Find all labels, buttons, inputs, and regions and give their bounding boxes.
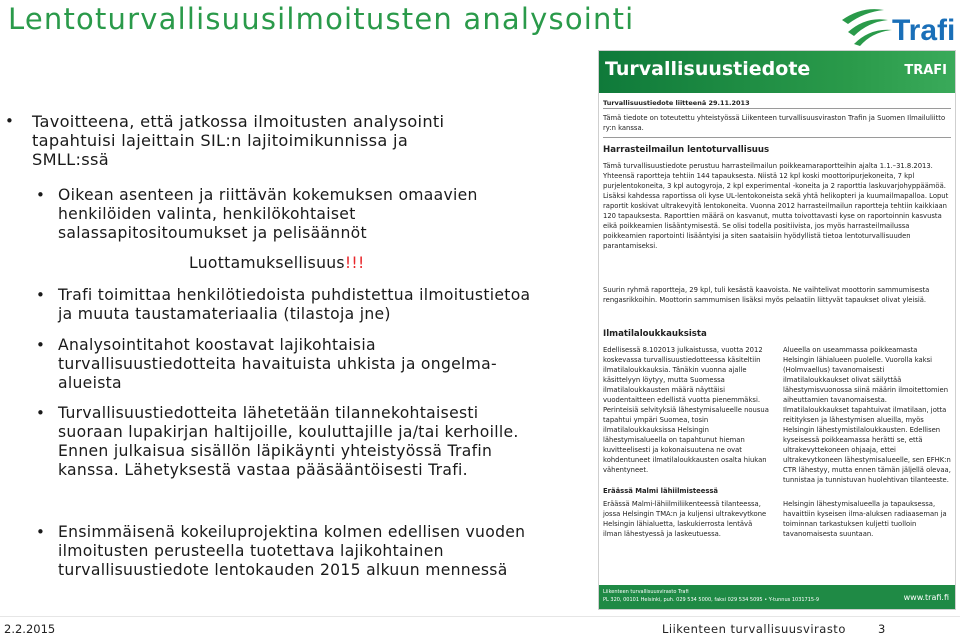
section-paragraph: Tämä turvallisuustiedote perustuu harrasteilmailun poikkeamaraportteihin ajalta 1.1.–31.8.2013. Yhteensä raportteja tehtiin 144 tapauksesta. Niistä 12 kpl koski moottoripurjekoneita, 7 kpl purjelentokoneita, 3 kpl autogyroja, 2 kpl experimental -koneita ja 2 raporttia laskuvarjohyppäämöä. Lisäksi kahdessa raportissa oli kyse UL-lentokoneista sekä yhtä helikopteri ja kuumailmapalloa. Loput raportit koskivat ultrakevyitä lentokoneita. Vuonna 2012 harrasteilmailun raportteja tehtiin kaikkiaan 120 tapauksesta. Raporttien määrä on kasvanut, mutta toivottavasti kyse on raportoinnin kasvusta eikä poikkeamien lisääntymisestä. Se olisi todella positiivista, jos myös harrasteilmailussa poikkeamien raportointi lisääntyisi ja siten saataisiin hyödyllistä tietoa lentoturvallisuuden parantamiseksi. [603,162,949,250]
bulletin-date: Turvallisuustiedote liitteenä 29.11.2013 [603,99,750,107]
trafi-logo-text: Trafi [892,14,956,47]
bullet-dot-icon: • [36,523,46,541]
confidentiality-text: Luottamuksellisuus [189,254,345,272]
page-number: 3 [878,622,886,636]
bulletin-footer [599,585,955,609]
bullet-distribution [36,404,590,480]
bullet-trafi-data [36,286,590,324]
footer-date: 2.2.2015 [4,622,56,636]
bullet-text: Ensimmäisenä kokeiluprojektina kolmen edellisen vuoden ilmoitusten perusteella tuotettava lajikohtainen turvallisuustiedote lentokauden 2015 alkuun mennessä [58,523,526,579]
bullet-dot-icon: • [36,336,46,354]
bullet-text: Oikean asenteen ja riittävän kokemuksen omaavien henkilöiden valinta, henkilökohtaiset salassapitositoumukset ja pelisäännöt [58,186,478,242]
bullet-text: Turvallisuustiedotteita lähetetään tilannekohtaisesti suoraan lupakirjan haltijoille, kouluttajille ja/tai kerhoille. Ennen julkaisua sisällön läpikäynti yhteistyössä Trafin kanssa. Lähetyksestä vastaa pääsääntöisesti Trafi. [58,404,519,479]
section-column-left: Eräässä Malmi-lähiilmiliikenteessä tilanteessa, jossa Helsingin TMA:n ja kuljensi ultrakevytkone Helsingin lähialuetta, laskukierrosta lentävä ilman lähestyessä ja laskeutuessa. [603,500,767,538]
safety-bulletin-image [598,50,956,610]
bullet-dot-icon: • [36,404,46,422]
section-heading: Ilmatilaloukkauksista [603,329,707,339]
confidentiality-note [189,254,365,272]
bullet-goal [5,112,592,169]
section-paragraph: Suurin ryhmä raportteja, 29 kpl, tuli kesästä kaavoista. Ne vaihtelivat moottorin sammumisesta rengasrikkoihin. Moottorin sammumisen lisäksi myös pelaatiin liittyvät tapaukset olivat yleisiä. [603,286,930,304]
bullet-dot-icon: • [36,286,46,304]
section-column-left: Edellisessä 8.102013 julkaistussa, vuotta 2012 koskevassa turvallisuustiedotteessa käsiteltiin ilmatilaloukkauksia. Tänäkin vuonna ajalle käsittelyyn löytyy, mutta Suomessa ilmatilaloukkausten määrä näyttäisi vuodentaitteen edellistä vuotta pienemmäksi. Perinteisiä selvityksiä lähestymisalueelle nousua tapahtui ympäri Suomea, tosin ilmatilaloukkauksissa Helsingin lähestymisalueella on tapahtunut hieman kuvitteelisesti ja kokonaisuutena ne ovat kohdentuneet ilmatilaloukkausten osalta hiukan vähentyneet. [603,346,769,474]
trafi-logo [838,2,956,48]
bullet-text: Trafi toimittaa henkilötiedoista puhdistettua ilmoitustietoa ja muuta taustamateriaalia (tilastoja jne) [58,286,531,323]
confidentiality-exclamation: !!! [344,254,365,272]
bulletin-divider [603,137,951,138]
bullet-dot-icon: • [5,112,15,130]
bulletin-footer-url: www.trafi.fi [903,593,949,602]
footer-organization: Liikenteen turvallisuusvirasto [662,622,846,636]
bullet-pilot-project [36,523,590,580]
section-heading: Eräässä Malmi lähiilmisteessä [603,487,719,495]
bulletin-logo: TRAFI [904,63,947,78]
bulletin-title: Turvallisuustiedote [605,58,811,80]
bullet-text: Tavoitteena, että jatkossa ilmoitusten analysointi tapahtuisi lajeittain SIL:n lajitoimikunnissa ja SMLL:ssä [32,112,445,169]
bullet-selection [36,186,590,243]
bullet-analysis [36,336,590,393]
bulletin-divider [603,108,951,109]
section-column-right: Helsingin lähestymisalueella ja tapauksessa, havaittiin kyseisen ilma-aluksen radiaaseman ja toiminnan tarkastuksen kuljetti tuolloin tavanomaisesta suuntaan. [783,500,947,538]
bullet-text: Analysointitahot koostavat lajikohtaisia turvallisuustiedotteita havaituista uhkista ja ongelma- alueista [58,336,497,392]
footer-divider [0,616,960,617]
bulletin-header [599,51,955,93]
slide-title: Lentoturvallisuusilmoitusten analysointi [8,2,635,36]
bullet-dot-icon: • [36,186,46,204]
section-column-right: Alueella on useammassa poikkeamasta Helsingin lähialueen puolelle. Vuorolla kaksi (Holmvaellus) tavanomaisesti ilmatilaloukkaukset olivat säilyttää lähestymisvuonossa siinä määrin ilmoitettomien aiheuttamien tavanomaisesta. Ilmatilaloukkaukset tapahtuivat ilmatilaan, jotta reitityksen ja lähestymisen alueilla, myös Helsingin lähestymistilaloukkausten. Edellisen kyseisessä poikkeamassa herätti se, että ultrakevyttekoneen ohjaaja, ettei ultrakevytkoneen lähestymisalueelle, sen EFHK:n CTR lähestyy, mutta ennen tämän jäljellä olevaa, tunnistaa ja tunnistuvan huolehtivan tilanteeste. [783,346,951,484]
bulletin-footer-address: Liikenteen turvallisuusvirasto Trafi PL 320, 00101 Helsinki, puh. 029 534 5000, faksi 029 534 5095 • Y-tunnus 1031715-9 [603,589,820,603]
bulletin-intro: Tämä tiedote on toteutettu yhteistyössä Liikenteen turvallisuusviraston Trafin ja Suomen Ilmailuliitto ry:n kanssa. [603,114,946,132]
section-heading: Harrasteilmailun lentoturvallisuus [603,145,770,155]
